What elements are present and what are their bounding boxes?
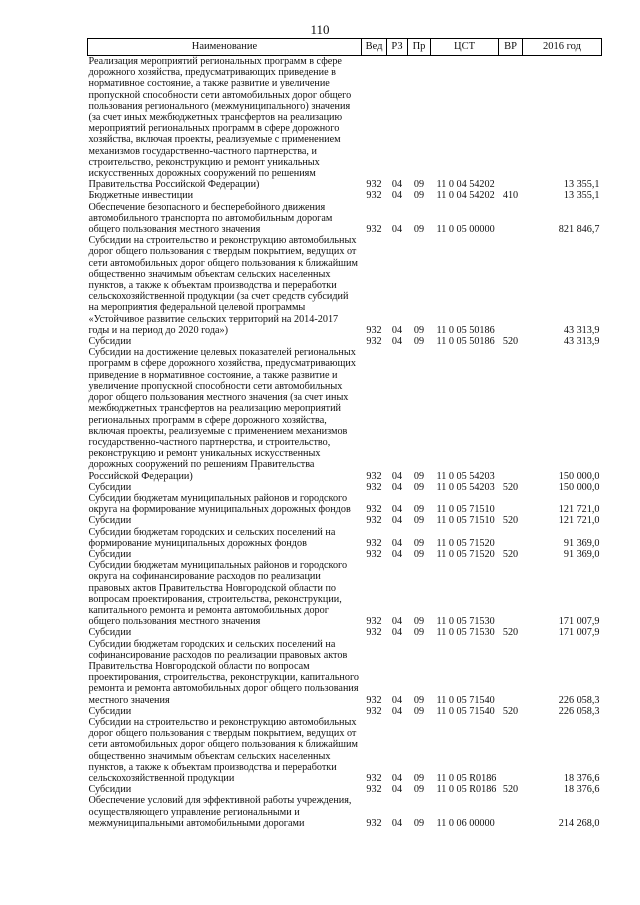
row-sum-cell: 13 355,1 [563,179,600,191]
row-sum-cell: 121 721,0 [558,515,600,527]
row-sum-cell: 821 846,7 [558,224,600,236]
row-cst-cell: 11 0 04 54202 [436,179,495,191]
row-name-cell: Субсидии бюджетам городских и сельских поселений на формирование муниципальных дорожных фондов [88,526,336,549]
row-rz-cell: 04 [391,784,403,796]
row-vr-cell [499,560,523,627]
column-header-cst: ЦСТ [431,39,499,56]
row-ved-cell: 932 [366,481,382,493]
row-sum-cell: 13 355,1 [563,190,600,202]
row-ved-cell: 932 [366,548,382,560]
row-ved-cell: 932 [366,179,382,191]
row-pr-cell: 09 [413,627,425,639]
row-rz-cell: 04 [391,705,403,717]
row-pr-cell: 09 [413,773,425,784]
table-row [88,493,602,515]
row-rz-cell: 04 [391,627,403,639]
row-cst-cell: 11 0 05 71540 [436,705,495,717]
row-cst-cell: 11 0 06 00000 [436,817,495,829]
row-name-cell: Субсидии [88,481,132,493]
row-ved-cell: 932 [366,336,382,348]
table-row [88,347,602,481]
budget-table [87,38,602,829]
row-rz-cell: 04 [391,190,403,202]
row-cst-cell: 11 0 05 71520 [436,537,495,549]
row-cst-cell: 11 0 05 71530 [436,627,495,639]
row-sum-cell: 43 313,9 [563,336,600,348]
row-cst-cell: 11 0 05 00000 [436,224,495,236]
row-rz-cell: 04 [391,336,403,348]
row-vr-cell: 520 [502,481,519,493]
table-row [88,627,602,638]
row-pr-cell: 09 [413,537,425,549]
row-cst-cell: 11 0 05 71510 [436,504,495,516]
row-sum-cell: 226 058,3 [558,705,600,717]
row-sum-cell: 91 369,0 [563,537,600,549]
row-name-cell: Субсидии [88,627,132,639]
row-name-cell: Субсидии бюджетам городских и сельских поселений на софинансирование расходов по реализации правовых актов Правительства Новгородской области по вопросам проектирования, строительства, реконструкции, капитального ремонта и ремонта автомобильных дорог общего пользования местного значения [88,638,359,706]
row-vr-cell [499,639,523,706]
row-name-cell: Обеспечение условий для эффективной работы учреждения, осуществляющего управление региональными и межмуниципальными автомобильными дорогами [88,795,352,829]
row-pr-cell: 09 [413,504,425,516]
row-pr-cell: 09 [413,336,425,348]
row-ved-cell: 932 [366,190,382,202]
row-vr-cell [499,717,523,784]
table-row [88,336,602,347]
row-vr-cell: 520 [502,705,519,717]
row-rz-cell: 04 [391,548,403,560]
column-header-rz: РЗ [387,39,408,56]
row-vr-cell [499,347,523,481]
row-cst-cell: 11 0 05 54203 [436,481,495,493]
table-row [88,235,602,336]
row-name-cell: Субсидии на строительство и реконструкцию автомобильных дорог общего пользования с твердым покрытием, ведущих от сети автомобильных дорог общего пользования к ближайшим общественно значимым объектам сельских населенных пунктов, а также к объектам производства и переработки сельскохозяйственной продукции [88,716,358,784]
table-row [88,639,602,706]
row-cst-cell: 11 0 05 R0186 [436,773,497,784]
row-ved-cell: 932 [366,470,382,482]
row-pr-cell: 09 [413,705,425,717]
table-body [88,56,602,830]
row-pr-cell: 09 [413,784,425,796]
page-number: 110 [310,22,330,37]
row-vr-cell: 520 [502,627,519,639]
table-row [88,549,602,560]
row-rz-cell: 04 [391,537,403,549]
row-cst-cell: 11 0 05 50186 [436,336,495,348]
row-rz-cell: 04 [391,224,403,236]
row-cst-cell: 11 0 05 71540 [436,694,495,706]
row-sum-cell: 226 058,3 [558,694,600,706]
row-sum-cell: 171 007,9 [558,627,600,639]
row-pr-cell: 09 [413,179,425,191]
row-vr-cell [499,527,523,549]
row-pr-cell: 09 [413,616,425,628]
row-cst-cell: 11 0 04 54202 [436,190,495,202]
column-header-name: Наименование [88,39,362,56]
row-sum-cell: 150 000,0 [558,470,600,482]
table-row [88,706,602,717]
row-cst-cell: 11 0 05 R0186 [436,784,497,796]
row-pr-cell: 09 [413,481,425,493]
row-vr-cell [499,795,523,829]
row-pr-cell: 09 [413,190,425,202]
row-name-cell: Реализация мероприятий региональных программ в сфере дорожного хозяйства, предусматривающих приведение в нормативное состояние, а также развитие и увеличение пропускной способности сети автомобильных дорог общего пользования регионального (межмуниципального) значения (за счет иных межбюджетных трансфертов на реализацию мероприятий региональных программ в сфере дорожного хозяйства, включая проекты, реализуемые с применением механизмов государственно-частного партнерства, и строительство, реконструкцию и ремонт уникальных искусственных дорожных сооружений по решениям Правительства Российской Федерации) [88,56,352,191]
row-name-cell: Субсидии [88,515,132,527]
table-row [88,515,602,526]
row-rz-cell: 04 [391,470,403,482]
row-sum-cell: 171 007,9 [558,616,600,628]
row-ved-cell: 932 [366,627,382,639]
row-name-cell: Субсидии [88,336,132,348]
row-ved-cell: 932 [366,504,382,516]
row-vr-cell [499,56,523,191]
row-ved-cell: 932 [366,224,382,236]
row-rz-cell: 04 [391,817,403,829]
table-row [88,560,602,627]
table-row [88,202,602,236]
row-ved-cell: 932 [366,324,382,336]
row-ved-cell: 932 [366,773,382,784]
row-sum-cell: 43 313,9 [563,324,600,336]
table-row [88,482,602,493]
row-ved-cell: 932 [366,537,382,549]
row-pr-cell: 09 [413,694,425,706]
table-row [88,56,602,191]
row-vr-cell [499,493,523,515]
row-sum-cell: 18 376,6 [563,784,600,796]
row-rz-cell: 04 [391,694,403,706]
row-pr-cell: 09 [413,817,425,829]
row-rz-cell: 04 [391,773,403,784]
table-row [88,527,602,549]
row-name-cell: Субсидии на строительство и реконструкцию автомобильных дорог общего пользования с твердым покрытием, ведущих от сети автомобильных дорог общего пользования к ближайшим общественно значимым объектам сельских населенных пунктов, а также к объектам производства и переработки сельскохозяйственной продукции (за счет средств субсидий на мероприятия федеральной целевой программы «Устойчивое развитие сельских территорий на 2014-2017 годы и на период до 2020 года») [88,235,358,336]
row-cst-cell: 11 0 05 50186 [436,324,495,336]
column-header-pr: Пр [408,39,431,56]
row-sum-cell: 18 376,6 [563,773,600,784]
row-ved-cell: 932 [366,817,382,829]
column-header-ved: Вед [362,39,387,56]
row-name-cell: Субсидии бюджетам муниципальных районов и городского округа на формирование муниципальных дорожных фондов [88,492,351,516]
row-sum-cell: 150 000,0 [558,481,600,493]
row-pr-cell: 09 [413,324,425,336]
row-vr-cell: 520 [502,784,519,796]
row-name-cell: Субсидии [88,548,132,560]
table-row [88,784,602,795]
row-cst-cell: 11 0 05 54203 [436,470,495,482]
column-header-sum: 2016 год [523,39,602,56]
row-name-cell: Субсидии [88,784,132,796]
row-vr-cell: 410 [502,190,519,202]
row-sum-cell: 214 268,0 [558,817,600,829]
row-pr-cell: 09 [413,515,425,527]
row-name-cell: Бюджетные инвестиции [88,190,194,202]
column-header-vr: ВР [499,39,523,56]
row-pr-cell: 09 [413,548,425,560]
row-vr-cell: 520 [502,515,519,527]
row-pr-cell: 09 [413,470,425,482]
row-name-cell: Субсидии [88,705,132,717]
row-pr-cell: 09 [413,224,425,236]
row-rz-cell: 04 [391,616,403,628]
row-rz-cell: 04 [391,515,403,527]
table-row [88,190,602,201]
row-rz-cell: 04 [391,324,403,336]
row-ved-cell: 932 [366,705,382,717]
row-name-cell: Субсидии на достижение целевых показателей региональных программ в сфере дорожного хозяйства, предусматривающих приведение в нормативное состояние, а также развитие и увеличение пропускной способности сети автомобильных дорог общего пользования местного значения (за счет иных межбюджетных трансфертов на реализацию мероприятий региональных программ в сфере дорожного хозяйства, включая проекты, реализуемые с применением механизмов государственно-частного партнерства, и строительство, реконструкцию и ремонт уникальных искусственных дорожных сооружений по решениям Правительства Российской Федерации) [88,347,356,482]
row-name-cell: Субсидии бюджетам муниципальных районов и городского округа на софинансирование расходов по реализации правовых актов Правительства Новгородской области по вопросам проектирования, строительства, реконструкции, капитального ремонта и ремонта автомобильных дорог общего пользования местного значения [88,560,348,628]
table-header-row [88,39,602,56]
row-rz-cell: 04 [391,179,403,191]
table-row [88,795,602,829]
row-vr-cell: 520 [502,548,519,560]
table-row [88,717,602,784]
row-vr-cell: 520 [502,336,519,348]
row-rz-cell: 04 [391,504,403,516]
row-vr-cell [499,202,523,236]
row-rz-cell: 04 [391,481,403,493]
row-cst-cell: 11 0 05 71530 [436,616,495,628]
row-ved-cell: 932 [366,784,382,796]
row-sum-cell: 91 369,0 [563,548,600,560]
row-ved-cell: 932 [366,616,382,628]
row-sum-cell: 121 721,0 [558,504,600,516]
row-ved-cell: 932 [366,694,382,706]
row-cst-cell: 11 0 05 71510 [436,515,495,527]
row-cst-cell: 11 0 05 71520 [436,548,495,560]
row-name-cell: Обеспечение безопасного и бесперебойного движения автомобильного транспорта по автомобильным дорогам общего пользования местного значения [88,201,333,236]
row-vr-cell [499,235,523,336]
row-ved-cell: 932 [366,515,382,527]
